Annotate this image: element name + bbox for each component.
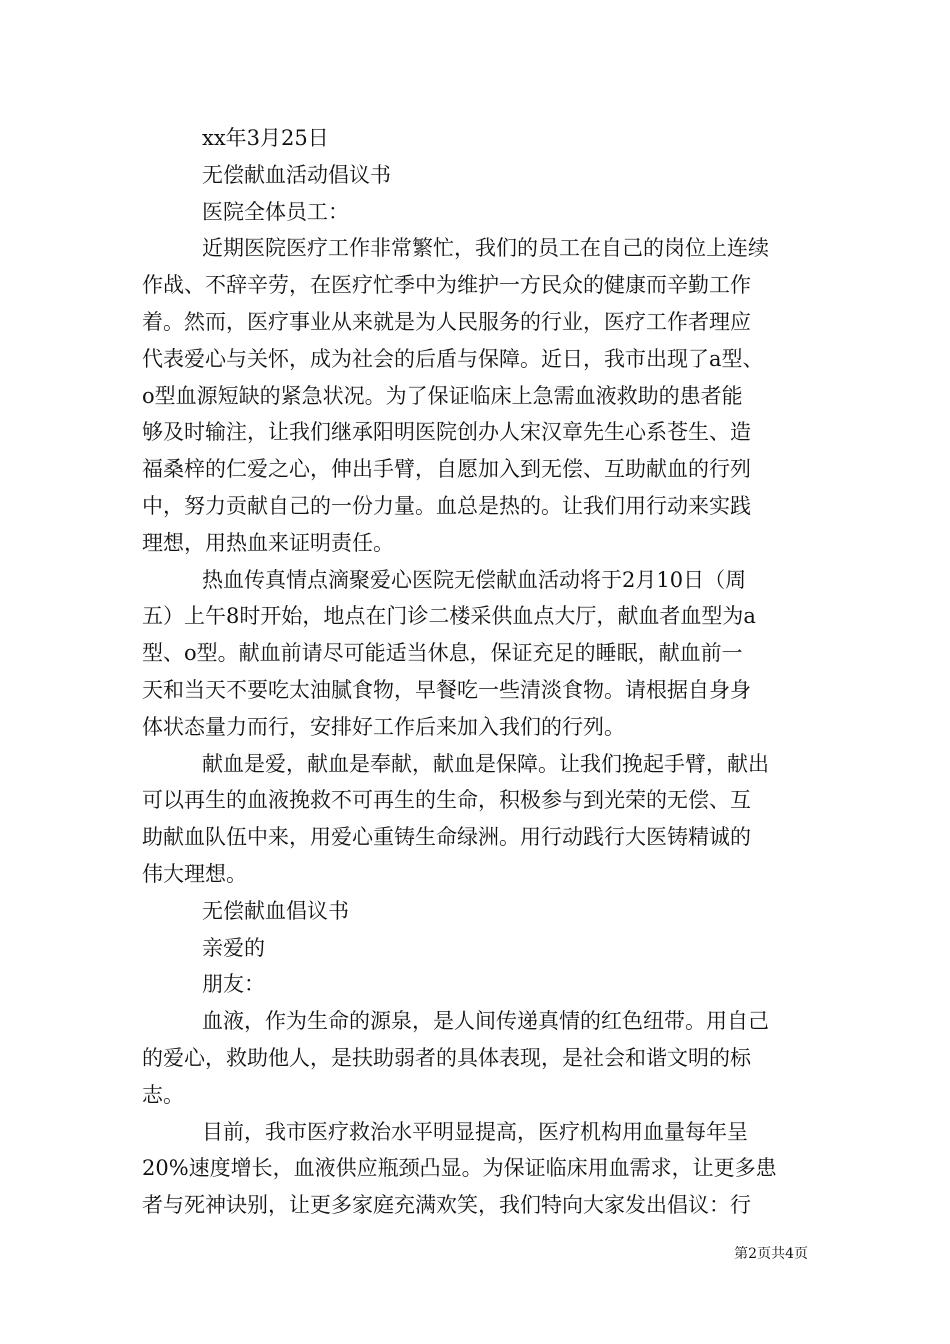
text-line: 近期医院医疗工作非常繁忙，我们的员工在自己的岗位上连续 (202, 236, 769, 261)
paragraph-4 (142, 1003, 808, 1113)
heading-blood-donation-proposal: 无偿献血活动倡议书 (202, 162, 391, 187)
page-number-footer: 第2页共4页 (734, 1246, 808, 1262)
text-line: 者与死神诀别，让更多家庭充满欢笑，我们特向大家发出倡议：行 (142, 1193, 751, 1218)
salutation-hospital-staff: 医院全体员工： (202, 199, 349, 224)
heading-blood-donation-proposal-2: 无偿献血倡议书 (202, 898, 349, 923)
text-line: 血液，作为生命的源泉，是人间传递真情的红色纽带。用自己 (202, 1009, 769, 1034)
text-line: 可以再生的血液挽救不可再生的生命，积极参与到光荣的无偿、互 (142, 788, 751, 813)
text-line: o型血源短缺的紧急状况。为了保证临床上急需血液救助的患者能 (142, 383, 743, 408)
text-line: 中，努力贡献自己的一份力量。血总是热的。让我们用行动来实践 (142, 493, 751, 518)
text-line: 20%速度增长，血液供应瓶颈凸显。为保证临床用血需求，让更多患 (142, 1156, 777, 1181)
text-line: 理想，用热血来证明责任。 (142, 530, 394, 555)
text-line: 的爱心，救助他人，是扶助弱者的具体表现，是社会和谐文明的标 (142, 1045, 751, 1070)
text-line: 天和当天不要吃太油腻食物，早餐吃一些清淡食物。请根据自身身 (142, 677, 751, 702)
text-line: 作战、不辞辛劳，在医疗忙季中为维护一方民众的健康而辛勤工作 (142, 273, 751, 298)
paragraph-5 (142, 1114, 808, 1224)
date-line: xx年3月25日 (202, 126, 329, 150)
text-line: 代表爱心与关怀，成为社会的后盾与保障。近日，我市出现了a型、 (142, 346, 764, 371)
text-line: 伟大理想。 (142, 861, 247, 886)
salutation-friends: 朋友： (202, 972, 265, 997)
text-line: 体状态量力而行，安排好工作后来加入我们的行列。 (142, 714, 625, 739)
paragraph-2 (142, 562, 808, 746)
text-line: 着。然而，医疗事业从来就是为人民服务的行业，医疗工作者理应 (142, 309, 751, 334)
text-line: 志。 (142, 1082, 184, 1107)
text-line: 目前，我市医疗救治水平明显提高，医疗机构用血量每年呈 (202, 1119, 748, 1144)
text-line: 助献血队伍中来，用爱心重铸生命绿洲。用行动践行大医铸精诚的 (142, 825, 751, 850)
paragraph-3 (142, 746, 808, 893)
text-line: 型、o型。献血前请尽可能适当休息，保证充足的睡眠，献血前一 (142, 641, 743, 666)
salutation-dear: 亲爱的 (202, 935, 265, 960)
text-line: 福桑梓的仁爱之心，伸出手臂，自愿加入到无偿、互助献血的行列 (142, 457, 751, 482)
paragraph-1 (142, 230, 808, 561)
document-body (142, 120, 808, 1224)
text-line: 五）上午8时开始，地点在门诊二楼采供血点大厅，献血者血型为a (142, 604, 756, 629)
text-line: 够及时输注，让我们继承阳明医院创办人宋汉章先生心系苍生、造 (142, 420, 751, 445)
text-line: 热血传真情点滴聚爱心医院无偿献血活动将于2月10日（周 (202, 567, 747, 592)
text-line: 献血是爱，献血是奉献，献血是保障。让我们挽起手臂，献出 (202, 751, 769, 776)
